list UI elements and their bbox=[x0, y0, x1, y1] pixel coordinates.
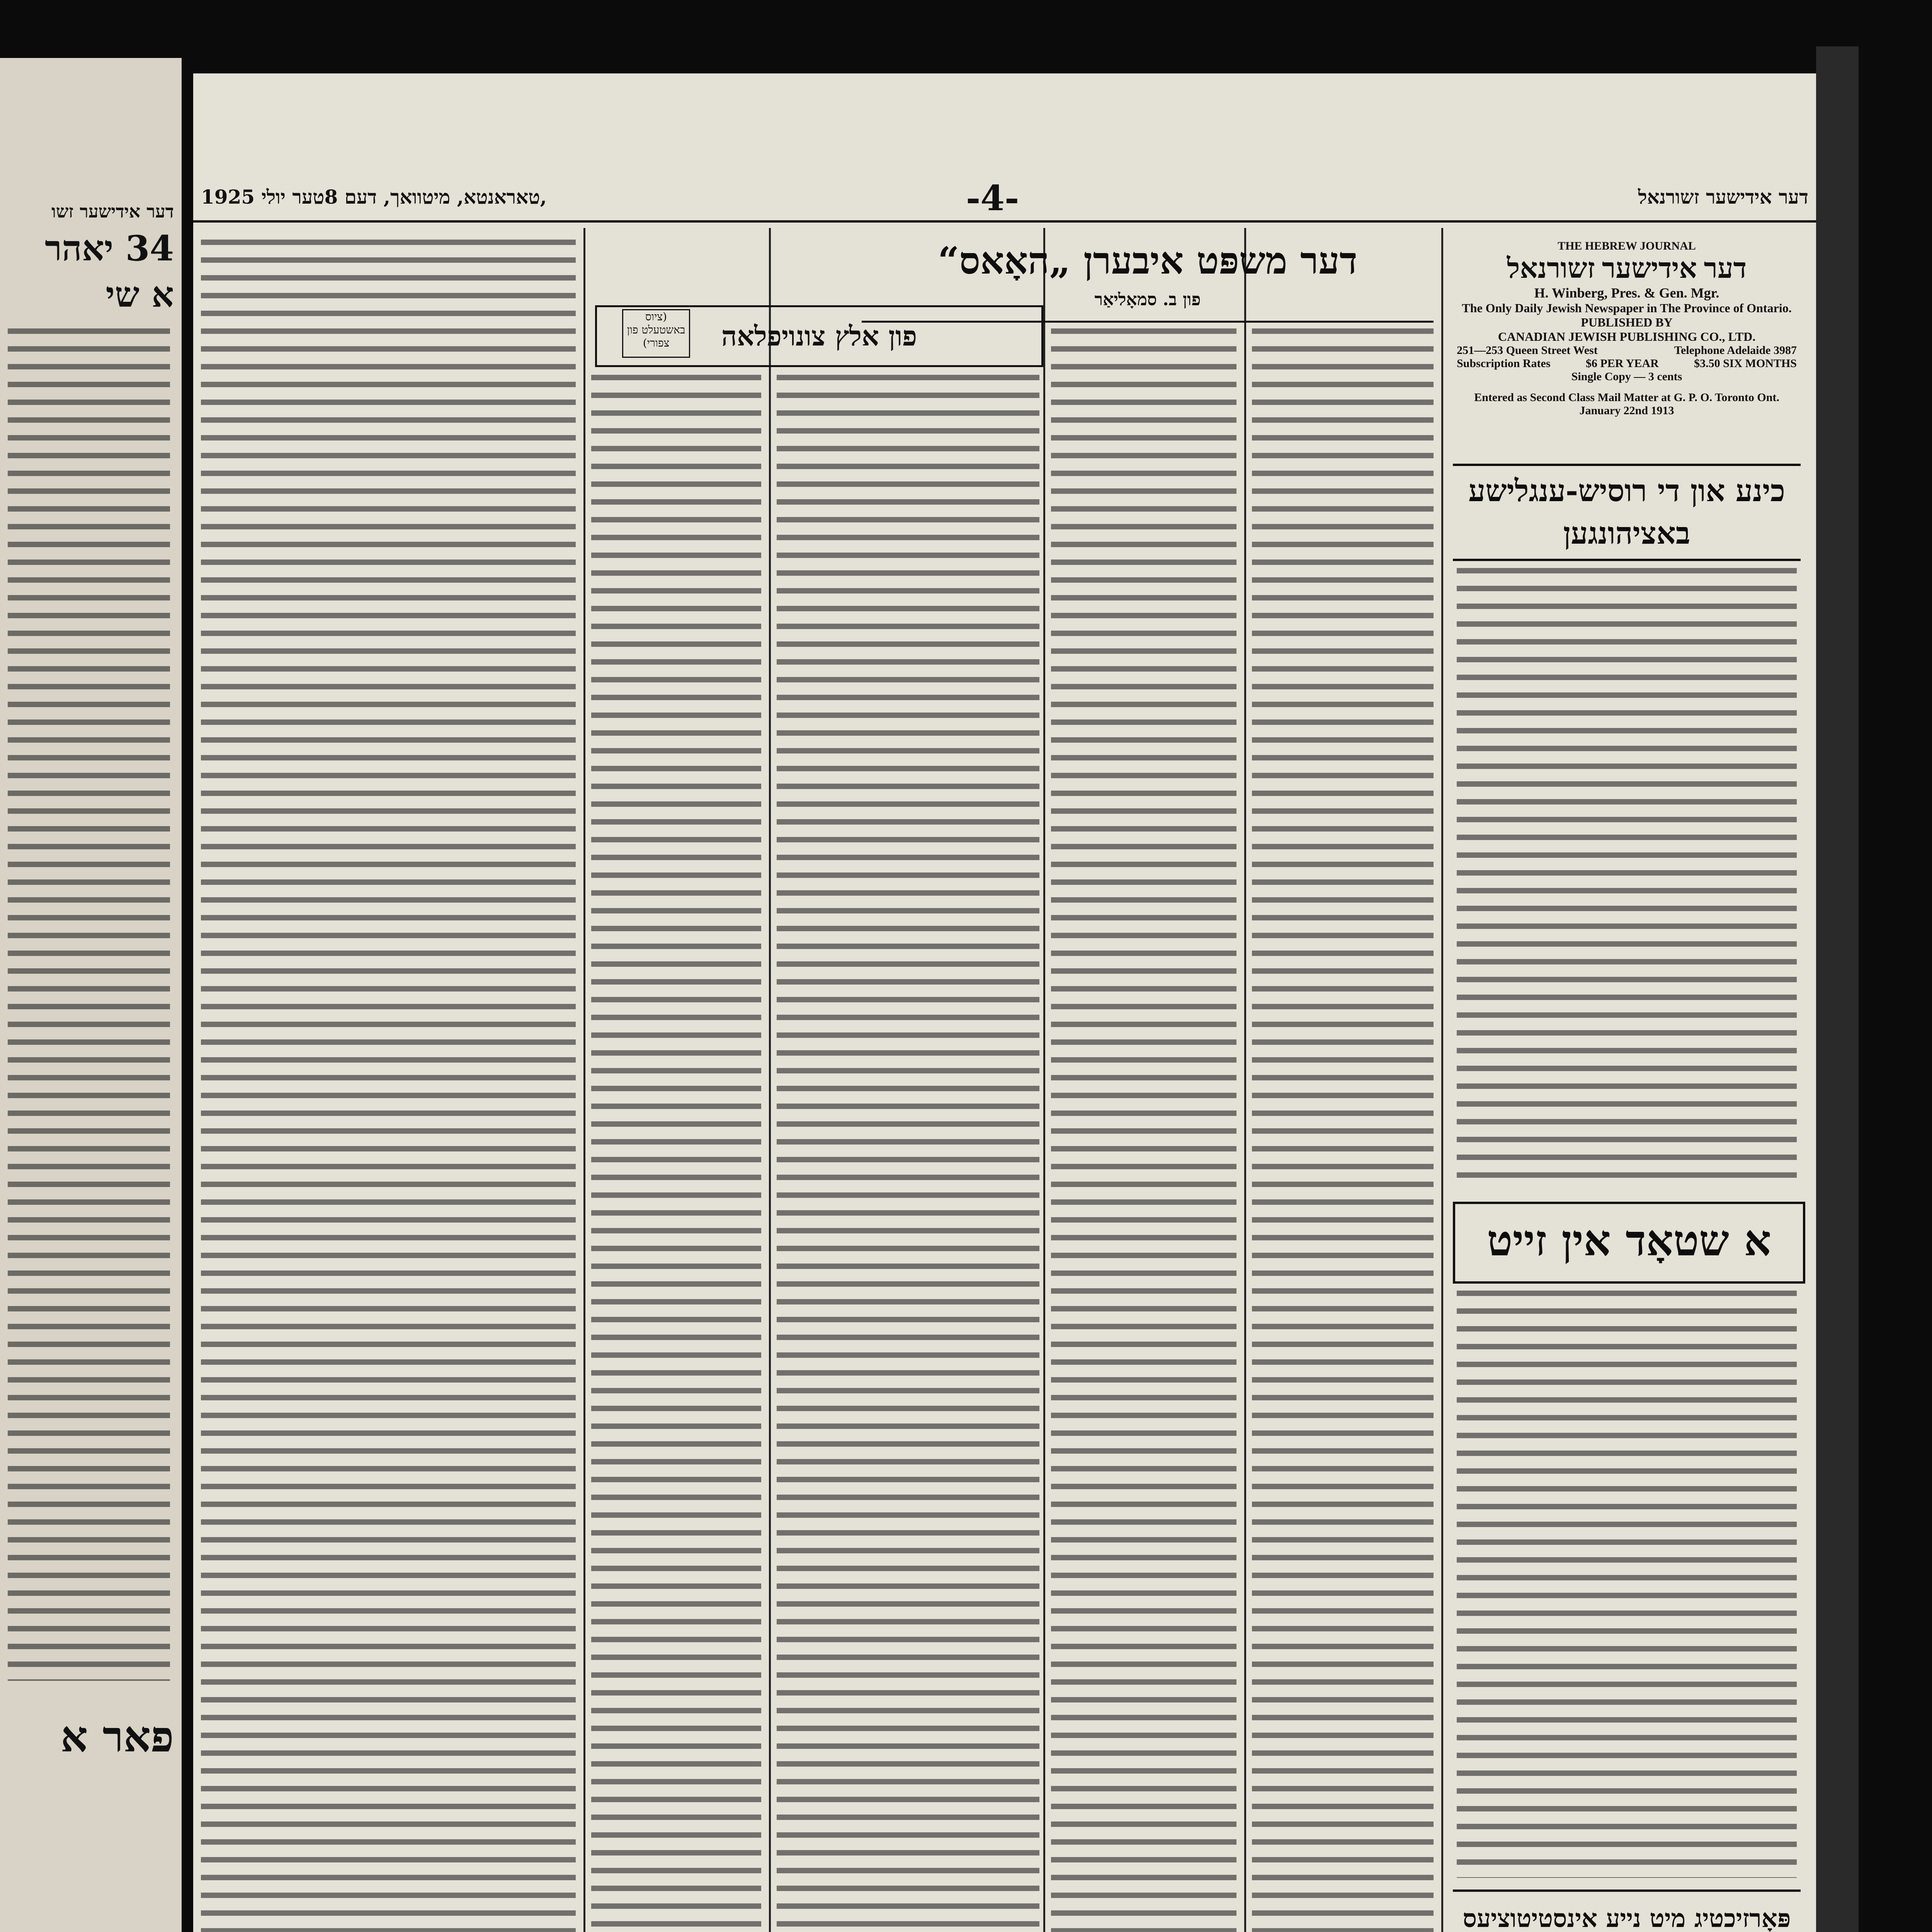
article-2-header bbox=[1453, 1202, 1805, 1284]
trial-article-body-col-1 bbox=[1252, 328, 1434, 1932]
page-number: -4- bbox=[966, 178, 1019, 219]
running-head bbox=[193, 178, 1816, 223]
column-rule bbox=[1043, 228, 1045, 1932]
column-note: (ציוס באשטעלט פון צפורי) bbox=[627, 310, 685, 349]
masthead-address: 251—253 Queen Street West bbox=[1457, 344, 1598, 357]
masthead-rate-year: $6 PER YEAR bbox=[1585, 357, 1659, 370]
article-2-body bbox=[1457, 1291, 1797, 1878]
page-binding-edge bbox=[1816, 46, 1859, 1932]
masthead-subscription-label: Subscription Rates bbox=[1457, 357, 1551, 370]
column-rule bbox=[583, 228, 585, 1932]
article-1-header bbox=[1453, 464, 1801, 561]
masthead-entered: Entered as Second Class Mail Matter at G. P. O. Toronto Ont. bbox=[1474, 391, 1779, 404]
newspaper-page bbox=[193, 73, 1816, 1932]
article-1-title: כינע און די רוסיש-ענגלישע באציהונגען bbox=[1468, 473, 1785, 551]
previous-page-running-head: דער אידישער זשו bbox=[51, 201, 174, 222]
article-3-header bbox=[1453, 1889, 1801, 1932]
masthead-tagline: The Only Daily Jewish Newspaper in The Province of Ontario. bbox=[1462, 301, 1792, 315]
trial-article-body-col-2 bbox=[1051, 328, 1236, 1932]
masthead-rate-six: $3.50 SIX MONTHS bbox=[1694, 357, 1797, 370]
column-title: פון אלץ צונויפלאה bbox=[721, 320, 917, 352]
previous-page-fragment bbox=[0, 58, 182, 1932]
masthead-entered-date: January 22nd 1913 bbox=[1579, 404, 1674, 417]
masthead-rates-row bbox=[1457, 357, 1797, 370]
running-head-title: דער אידישער זשורנאל bbox=[1638, 185, 1808, 208]
masthead-published-by: PUBLISHED BY bbox=[1581, 315, 1673, 329]
masthead-telephone: Telephone Adelaide 3987 bbox=[1674, 344, 1797, 357]
previous-page-ad: פאר א bbox=[60, 1712, 174, 1762]
running-head-date: 1925 טאראנטא, מיטוואך, דעם 8טער יולי, bbox=[201, 185, 547, 208]
masthead-english-title: THE HEBREW JOURNAL bbox=[1558, 240, 1696, 252]
column-rule bbox=[769, 228, 771, 1932]
column-body-col-1 bbox=[777, 375, 1039, 1932]
article-3-title: פּאָרזיכטיג מיט נייע אינסטיטוציעס bbox=[1463, 1904, 1791, 1932]
trial-article-title: דער משפּט איבערן „האָאס“ bbox=[938, 239, 1357, 282]
trial-article-byline: פון ב. סמאָליאַר bbox=[1094, 290, 1201, 310]
masthead-info bbox=[1457, 240, 1797, 417]
masthead-publisher: H. Winberg, Pres. & Gen. Mgr. bbox=[1534, 285, 1719, 301]
previous-page-text bbox=[8, 328, 170, 1681]
column-body-col-2 bbox=[591, 375, 761, 1932]
masthead-yiddish-title: דער אידישער זשורנאל bbox=[1507, 253, 1747, 284]
column-rule bbox=[1441, 228, 1443, 1932]
column-note-box bbox=[622, 309, 690, 358]
previous-page-headline: 34 יאהר bbox=[45, 228, 174, 269]
masthead-address-row bbox=[1457, 344, 1797, 357]
left-column-body bbox=[201, 240, 576, 1932]
previous-page-subheadline: א שי bbox=[105, 274, 174, 315]
article-1-body bbox=[1457, 568, 1797, 1179]
article-2-title: א שטאָד אין זייט bbox=[1487, 1216, 1771, 1265]
masthead-company: CANADIAN JEWISH PUBLISHING CO., LTD. bbox=[1498, 330, 1756, 344]
column-rule bbox=[1244, 228, 1246, 1932]
masthead-single-copy: Single Copy — 3 cents bbox=[1571, 370, 1682, 383]
